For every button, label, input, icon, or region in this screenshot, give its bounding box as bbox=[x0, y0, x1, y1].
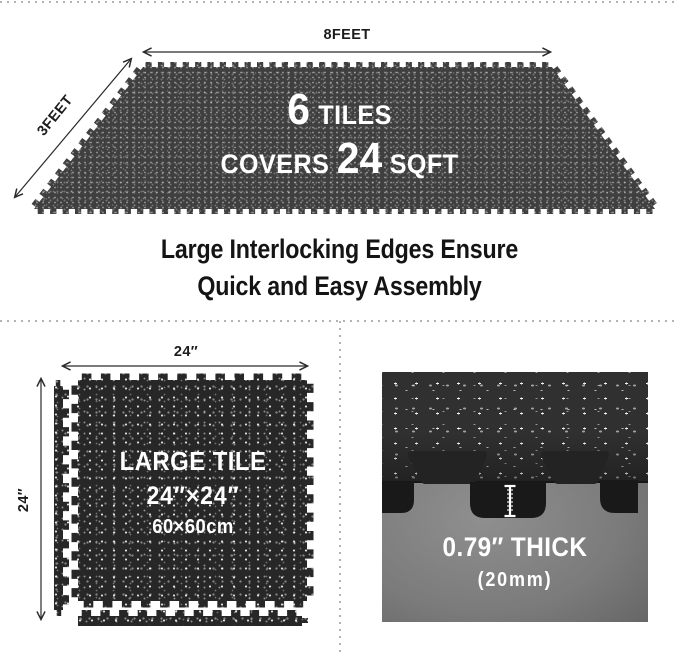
tile-width-dimension-label: 24″ bbox=[173, 344, 199, 360]
tile-text-block bbox=[87, 448, 299, 537]
thickness-mm: (20mm) bbox=[477, 569, 553, 591]
tile-edge-strip-bottom bbox=[72, 604, 312, 632]
coverage-overlay-line1 bbox=[24, 85, 655, 134]
width-dimension-label: 8FEET bbox=[323, 27, 371, 43]
tile-size-inches: 24″×24″ bbox=[146, 482, 240, 510]
area-unit: SQFT bbox=[389, 149, 459, 179]
width-dimension-arrow bbox=[141, 46, 553, 58]
tile-size-cm: 60×60cm bbox=[152, 516, 234, 538]
covers-word: COVERS bbox=[220, 149, 330, 179]
tile-width-dimension-arrow bbox=[60, 360, 310, 372]
thickness-title: 0.79″ THICK bbox=[442, 532, 588, 562]
area-value: 24 bbox=[336, 134, 383, 183]
headline-line2: Quick and Easy Assembly bbox=[197, 271, 482, 301]
headline-line1: Large Interlocking Edges Ensure bbox=[160, 234, 519, 264]
top-dotted-divider bbox=[0, 1, 679, 3]
tile-height-dimension-label: 24″ bbox=[16, 487, 32, 513]
tile-height-dimension-arrow bbox=[35, 376, 47, 622]
coverage-overlay-line2 bbox=[24, 134, 655, 183]
depth-dimension-label: 3FEET bbox=[34, 92, 77, 140]
tiles-count: 6 bbox=[287, 85, 310, 134]
vertical-dotted-divider bbox=[339, 321, 341, 656]
tiles-word: TILES bbox=[318, 100, 392, 130]
headline bbox=[48, 231, 632, 305]
tile-name: LARGE TILE bbox=[119, 446, 267, 476]
